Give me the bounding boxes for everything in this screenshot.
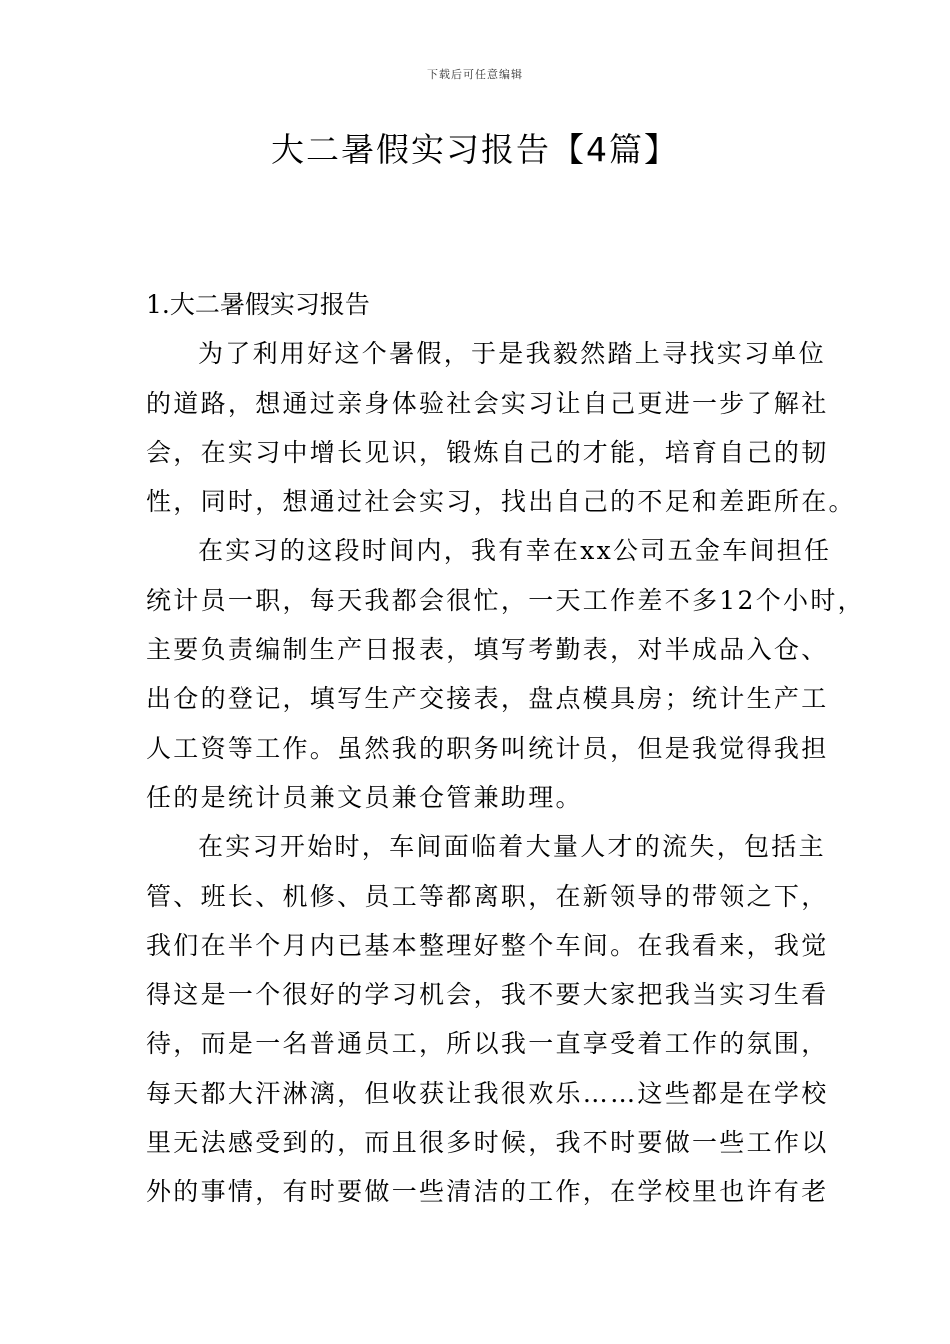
paragraph-line: 统计员一职，每天我都会很忙，一天工作差不多12个小时， xyxy=(146,585,865,615)
paragraph-line: 会，在实习中增长见识，锻炼自己的才能，培育自己的韧 xyxy=(146,437,829,467)
paragraph-line: 外的事情，有时要做一些清洁的工作，在学校里也许有老 xyxy=(146,1177,829,1207)
paragraph-line: 在实习开始时，车间面临着大量人才的流失，包括主 xyxy=(198,832,826,862)
paragraph xyxy=(146,822,829,1216)
paragraph-line: 我们在半个月内已基本整理好整个车间。在我看来，我觉 xyxy=(146,930,829,960)
paragraph-line: 管、班长、机修、员工等都离职，在新领导的带领之下， xyxy=(146,881,829,911)
document-body xyxy=(146,280,865,1217)
paragraph-line: 出仓的登记，填写生产交接表，盘点模具房；统计生产工 xyxy=(146,684,829,714)
section-heading: 1.大二暑假实习报告 xyxy=(146,290,370,319)
paragraph-line: 在实习的这段时间内，我有幸在xx公司五金车间担任 xyxy=(198,536,832,566)
paragraph-line: 里无法感受到的，而且很多时候，我不时要做一些工作以 xyxy=(146,1128,829,1158)
paragraph-line: 任的是统计员兼文员兼仓管兼助理。 xyxy=(146,782,583,812)
paragraph-line: 人工资等工作。虽然我的职务叫统计员，但是我觉得我担 xyxy=(146,733,829,763)
document-title: 大二暑假实习报告【4篇】 xyxy=(271,130,679,169)
header-note: 下载后可任意编辑 xyxy=(427,68,523,81)
paragraph-line: 待，而是一名普通员工，所以我一直享受着工作的氛围， xyxy=(146,1029,829,1059)
paragraph-line: 主要负责编制生产日报表，填写考勤表，对半成品入仓、 xyxy=(146,635,829,665)
paragraph xyxy=(146,526,865,822)
paragraph-line: 的道路，想通过亲身体验社会实习让自己更进一步了解社 xyxy=(146,388,829,418)
paragraph-line: 性，同时，想通过社会实习，找出自己的不足和差距所在。 xyxy=(146,487,856,517)
paragraph-line: 得这是一个很好的学习机会，我不要大家把我当实习生看 xyxy=(146,980,829,1010)
paragraph xyxy=(146,329,856,526)
paragraph-line: 为了利用好这个暑假，于是我毅然踏上寻找实习单位 xyxy=(198,339,826,369)
paragraph-line: 每天都大汗淋漓，但收获让我很欢乐……这些都是在学校 xyxy=(146,1078,829,1108)
